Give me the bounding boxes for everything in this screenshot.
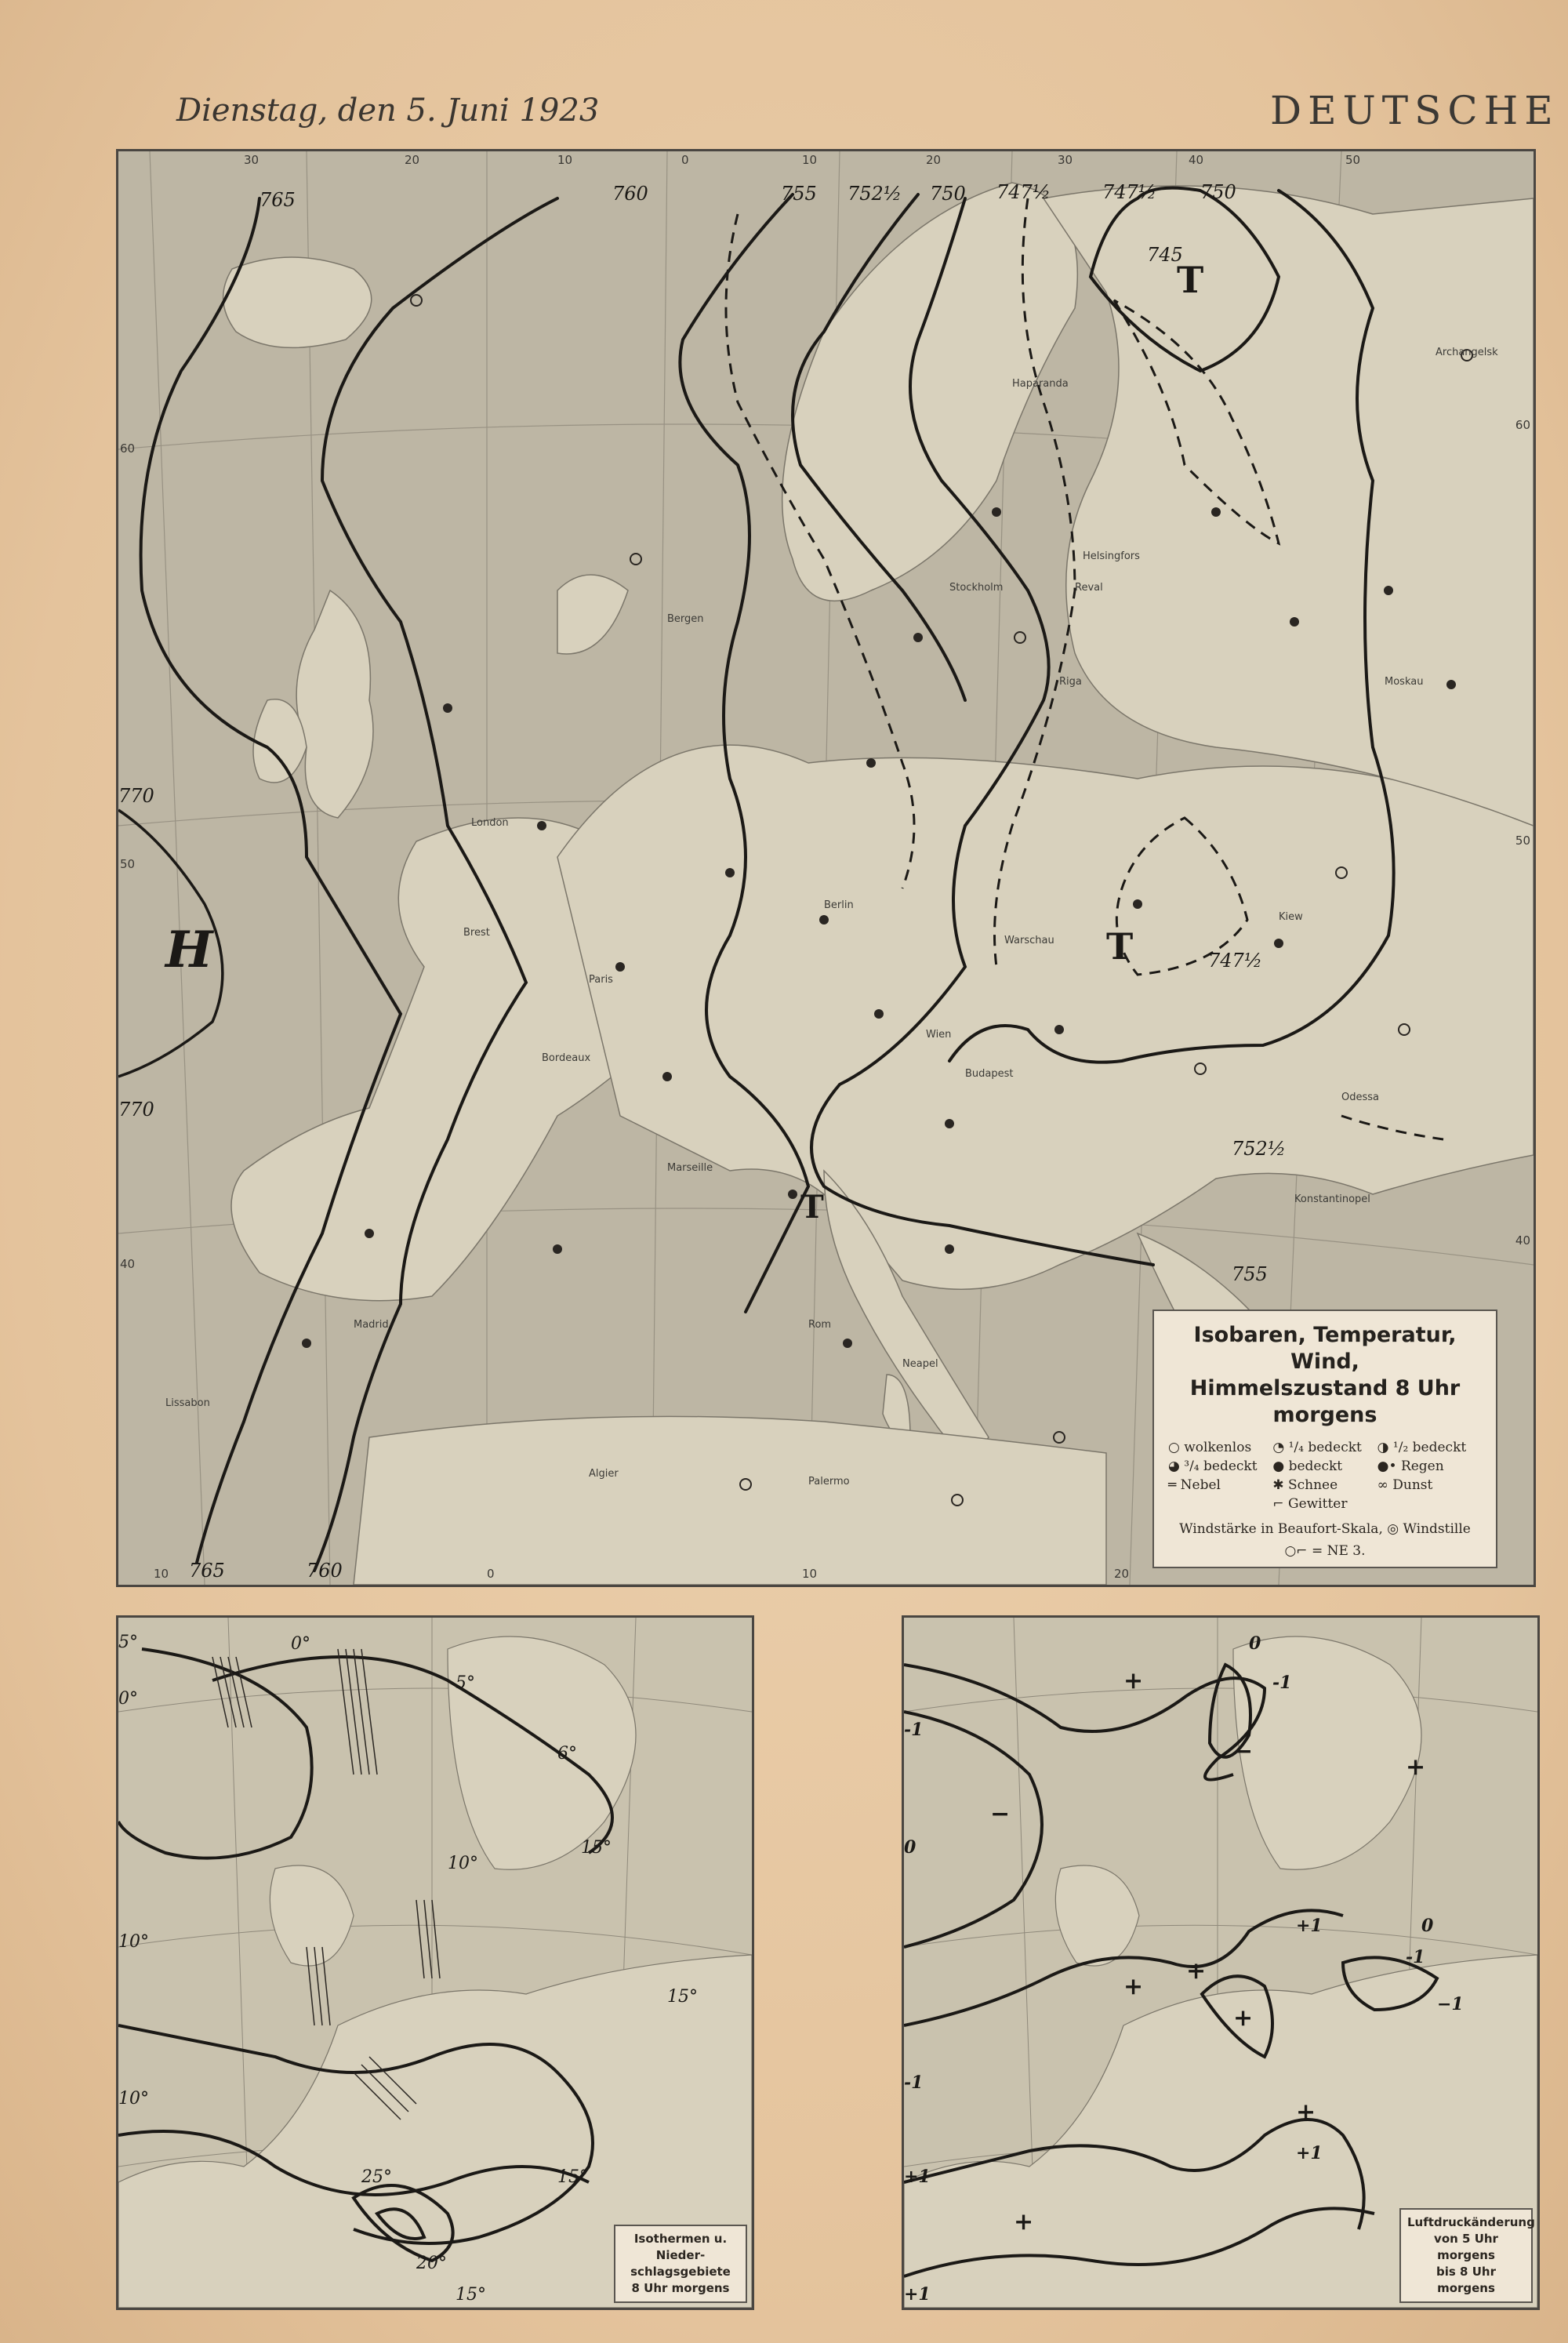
pressure-change-label: 0 [904,1837,916,1858]
city-label: Rom [808,1319,832,1331]
city-label: Archangelsk [1436,347,1498,358]
pressure-change-label: − [990,1800,1011,1828]
city-label: Kiew [1279,911,1303,923]
legend-item: ●• Regen [1377,1458,1444,1474]
caption-line: 8 Uhr morgens [631,2281,730,2295]
longitude-label: 10 [557,153,573,167]
city-label: Reval [1075,582,1103,594]
isobar-label: 755 [1232,1263,1268,1285]
latitude-label: 60 [1515,418,1530,432]
longitude-label: 30 [244,153,260,167]
city-label: Brest [463,927,490,939]
legend-title-line: Isobaren, Temperatur, Wind, [1193,1323,1457,1374]
legend-item: ◑ ¹/₂ bedeckt [1377,1440,1467,1455]
longitude-label: 20 [1114,1567,1130,1581]
isobar-label: 755 [781,183,817,205]
pressure-change-label: -1 [1272,1673,1292,1693]
pressure-change-label: +1 [1296,2143,1323,2163]
pressure-change-caption [1399,2208,1533,2303]
longitude-label: 30 [1058,153,1073,167]
legend-item: ⌐ Gewitter [1272,1496,1348,1512]
latitude-label: 40 [1515,1233,1530,1248]
isobar-label: 745 [1147,244,1183,266]
legend-item: ═ Nebel [1168,1477,1221,1493]
city-label: Riga [1059,676,1082,688]
isotherm-caption [614,2225,747,2303]
isotherm-label: 0° [291,1634,310,1654]
pressure-change-label: + [1186,1957,1207,1985]
isobar-label: 765 [189,1560,225,1582]
pressure-change-label: +1 [904,2167,931,2187]
city-label: Odessa [1341,1092,1379,1103]
high-pressure-label: H [165,921,213,979]
caption-line: von 5 Uhr morgens [1434,2232,1498,2262]
pressure-change-label: -1 [904,2072,924,2093]
legend-item [1168,1496,1272,1512]
city-label: Wien [926,1029,952,1041]
isobar-label: 747½ [1208,950,1263,972]
isobar-label: 750 [1200,181,1236,203]
legend-items [1168,1440,1482,1512]
city-label: Bordeaux [542,1052,591,1064]
pressure-change-label: -1 [1406,1947,1425,1967]
legend-item: ● bedeckt [1272,1458,1343,1474]
pressure-change-label: −1 [1437,1994,1464,2014]
longitude-label: 10 [154,1567,169,1581]
isobar-label: 752½ [848,183,902,205]
city-label: Warschau [1004,935,1054,946]
page-header: DEUTSCHE [1270,88,1559,133]
isobar-label: 747½ [1102,181,1157,203]
pressure-change-label: + [1233,2004,1254,2032]
legend-wind-note: Windstärke in Beaufort-Skala, ◎ Windstille [1179,1521,1471,1537]
city-label: Neapel [902,1358,938,1370]
legend-item: ∞ Dunst [1377,1477,1433,1493]
isobar-label: 760 [307,1560,343,1582]
isotherm-label: 10° [118,1932,149,1952]
city-label: Algier [589,1468,619,1480]
isotherm-label: 15° [557,2167,588,2187]
city-label: Konstantinopel [1294,1193,1370,1205]
city-label: Bergen [667,613,704,625]
pressure-change-label: + [1014,2208,1034,2236]
isotherm-label: 6° [557,1744,577,1764]
isotherm-label: 10° [448,1854,478,1873]
city-label: Lissabon [165,1397,210,1409]
city-label: Marseille [667,1162,713,1174]
longitude-label: 20 [405,153,420,167]
city-label: London [471,817,509,829]
latitude-label: 40 [120,1257,136,1271]
pressure-change-inset-map [902,1615,1540,2310]
longitude-label: 0 [681,153,689,167]
pressure-change-label: + [1296,2098,1316,2126]
pressure-change-label: 0 [1421,1916,1434,1936]
isotherm-inset-map [116,1615,754,2310]
caption-line: Luftdruckänderung [1407,2215,1535,2229]
caption-line: bis 8 Uhr morgens [1436,2265,1496,2295]
isobar-label: 765 [260,189,296,211]
isotherm-label: 20° [416,2254,447,2273]
legend-title [1168,1322,1482,1429]
legend-item: ✱ Schnee [1272,1477,1338,1493]
city-label: Berlin [824,899,854,911]
pressure-change-label: 0 [1249,1633,1261,1654]
map-legend [1152,1310,1497,1568]
city-label: Paris [589,974,613,986]
longitude-label: 50 [1345,153,1361,167]
pressure-change-label: + [1406,1753,1426,1781]
isobar-label: 760 [612,183,648,205]
pressure-change-inset-graphic [904,1618,1537,2308]
city-label: Madrid [354,1319,389,1331]
longitude-label: 20 [926,153,942,167]
isotherm-label: 25° [361,2167,392,2187]
longitude-label: 40 [1189,153,1204,167]
latitude-label: 60 [120,441,136,456]
pressure-change-label: − [1233,1738,1254,1765]
caption-line: Isothermen u. Nieder- [633,2232,728,2262]
caption-line: schlagsgebiete [630,2265,731,2279]
city-label: Stockholm [949,582,1004,594]
city-label: Haparanda [1012,378,1069,390]
city-label: Palermo [808,1476,850,1488]
legend-item: ◔ ¹/₄ bedeckt [1272,1440,1362,1455]
low-pressure-label-1: T [1177,259,1204,301]
handwritten-date: Dienstag, den 5. Juni 1923 [176,93,600,129]
city-label: Budapest [965,1068,1014,1080]
legend-wind-example: ○⌐ = NE 3. [1284,1543,1366,1559]
legend-item: ◕ ³/₄ bedeckt [1168,1458,1258,1474]
isobar-label: 750 [930,183,966,205]
isotherm-label: 15° [667,1987,698,2007]
pressure-change-label: +1 [904,2284,931,2305]
isobar-label: 770 [118,1099,154,1121]
low-pressure-label-3: T [800,1189,824,1226]
latitude-label: 50 [1515,834,1530,848]
legend-title-line: Himmelszustand 8 Uhr morgens [1189,1376,1461,1427]
pressure-change-label: -1 [904,1720,924,1740]
isotherm-label: 15° [456,2285,486,2305]
isotherm-inset-graphic [118,1618,752,2308]
isotherm-label: 0° [118,1689,138,1709]
pressure-change-label: + [1123,1667,1144,1695]
longitude-label: 10 [802,1567,818,1581]
longitude-label: 10 [802,153,818,167]
city-label: Helsingfors [1083,550,1140,562]
isobar-label: 752½ [1232,1138,1287,1160]
latitude-label: 50 [120,857,136,871]
isotherm-label: 15° [581,1838,612,1858]
isotherm-label: 10° [118,2089,149,2109]
legend-item: ○ wolkenlos [1168,1440,1252,1455]
pressure-change-label: + [1123,1973,1144,2000]
city-label: Moskau [1385,676,1424,688]
longitude-label: 0 [487,1567,495,1581]
isotherm-label: 5° [118,1633,138,1652]
isotherm-label: 5° [456,1673,475,1693]
pressure-change-label: +1 [1296,1916,1323,1936]
low-pressure-label-2: T [1106,925,1134,968]
isobar-label: 770 [118,785,154,807]
isobar-label: 747½ [996,181,1051,203]
